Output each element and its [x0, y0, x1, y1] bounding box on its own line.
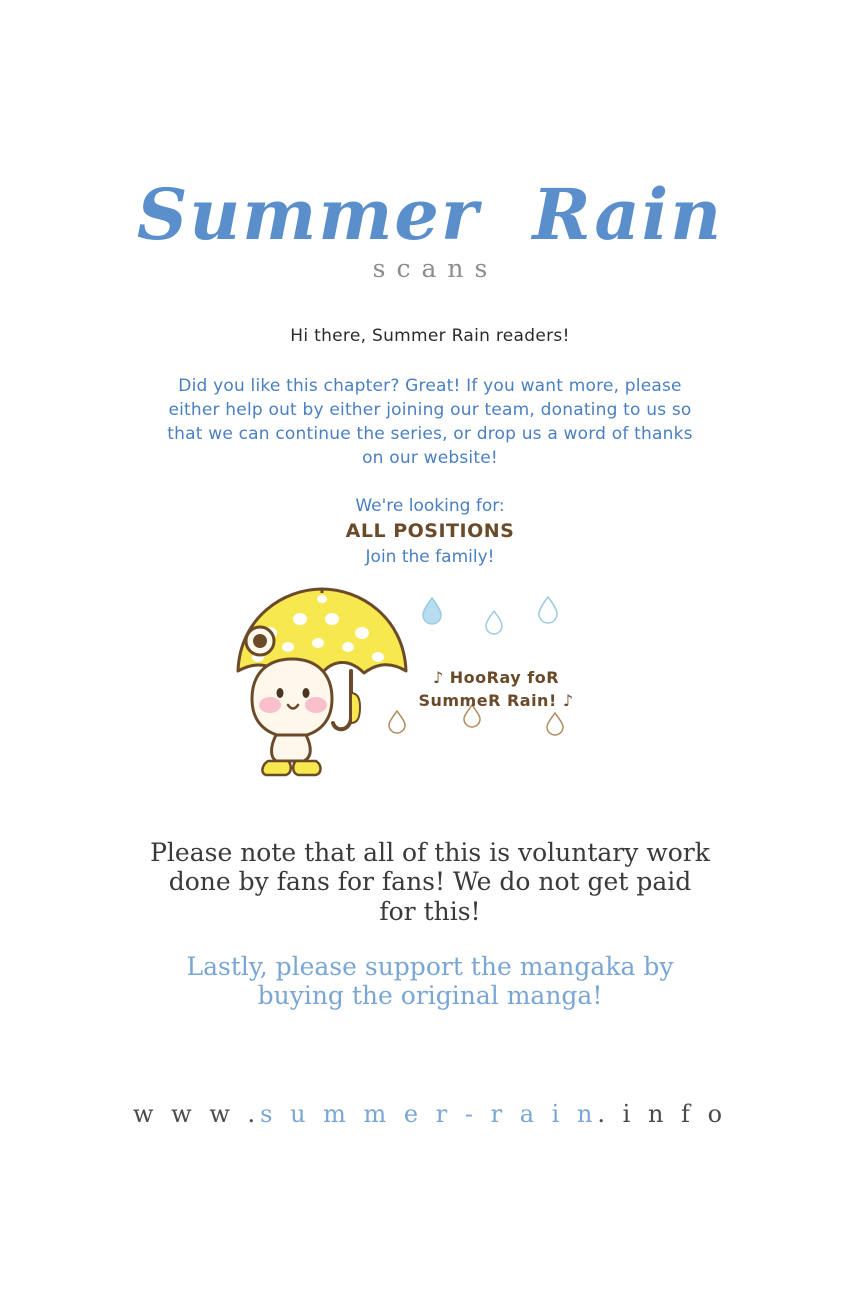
voluntary-note: Please note that all of this is voluntary work done by fans for fans! We do not get paid for this! — [150, 838, 710, 926]
greeting-text: Hi there, Summer Rain readers! — [290, 326, 570, 346]
speech-line-1: ♪ HooRay foR — [432, 668, 560, 687]
recruiting-block — [0, 494, 860, 569]
recruiting-intro: We're looking for: — [355, 496, 505, 516]
body-paragraph: Did you like this chapter? Great! If you want more, please either help out by either joining our team, donating to us so that we can continue the series, or drop us a word of thanks on our website! — [167, 376, 693, 469]
recruiting-cta: Join the family! — [365, 547, 495, 568]
speech-text — [396, 666, 596, 712]
speech-line-2: SummeR Rain! ♪ — [418, 691, 574, 711]
title-block — [0, 173, 860, 283]
website-url[interactable] — [0, 1100, 860, 1128]
page-title: Summer Rain — [136, 173, 724, 256]
url-domain: s u m m e r - r a i n — [260, 1100, 598, 1128]
url-suffix: . i n f o — [597, 1100, 728, 1128]
page-subtitle: scans — [372, 253, 499, 283]
support-message: Lastly, please support the mangaka by buying the original manga! — [186, 952, 674, 1011]
url-prefix: w w w . — [132, 1100, 261, 1128]
recruiting-positions: ALL POSITIONS — [345, 520, 515, 543]
